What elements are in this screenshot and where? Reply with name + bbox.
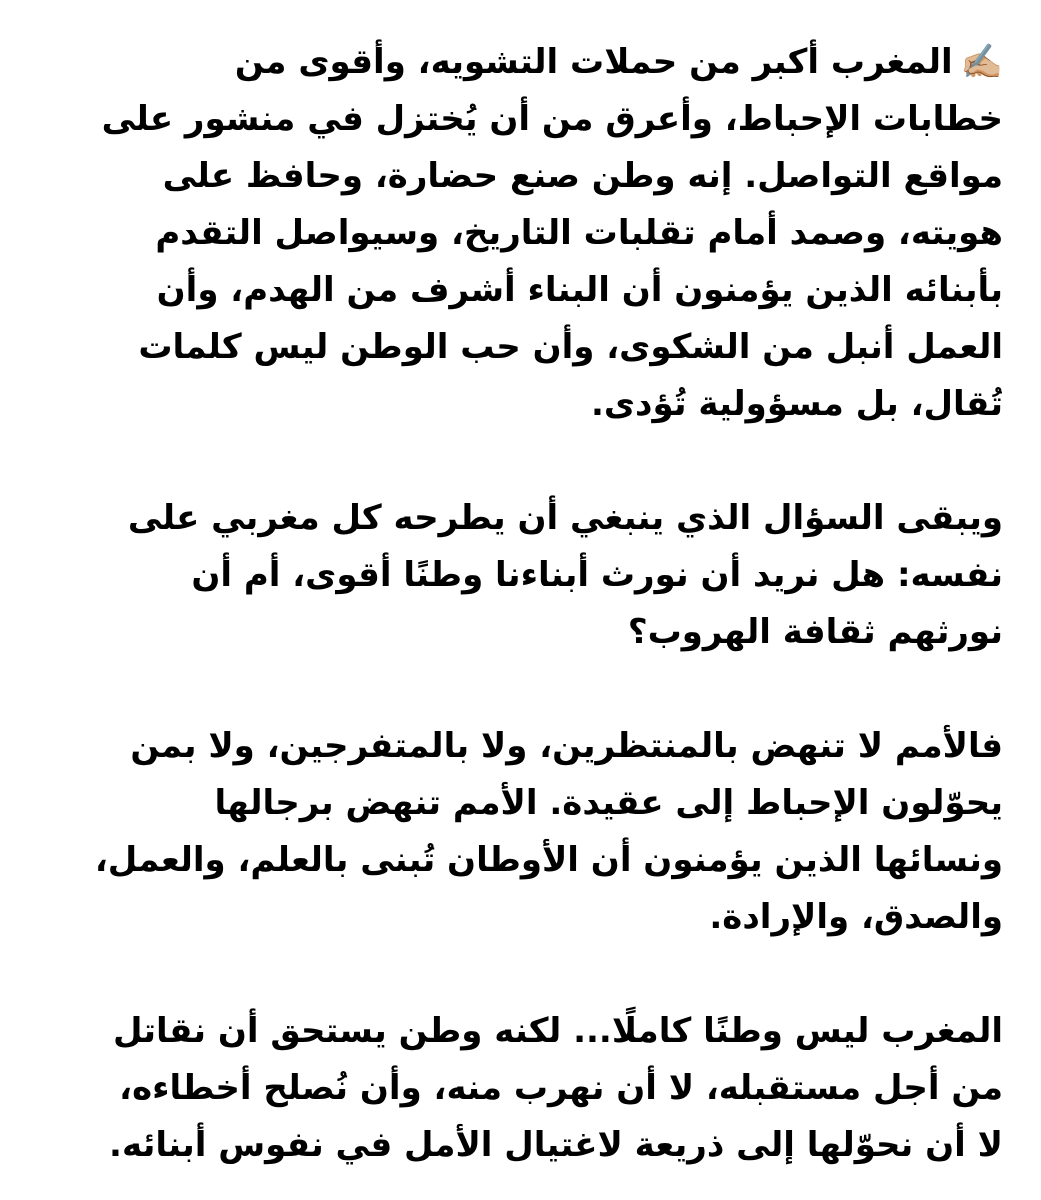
note-paragraph-3: فالأمم لا تنهض بالمنتظرين، ولا بالمتفرجين، ولا بمن يحوّلون الإحباط إلى عقيدة. الأمم تنهض برجالها ونسائها الذين يؤمنون أن الأوطان تُبنى بالعلم، والعمل، والصدق، والإرادة. — [94, 726, 1003, 937]
note-paragraph-1 — [30, 34, 1003, 433]
paragraph-spacer — [30, 661, 1003, 718]
paragraph-spacer — [30, 946, 1003, 1003]
note-text-body — [0, 34, 1041, 1184]
note-paragraph-1-text: المغرب أكبر من حملات التشويه، وأقوى من خطابات الإحباط، وأعرق من أن يُختزل في منشور على مواقع التواصل. إنه وطن صنع حضارة، وحافظ على هويته، وصمد أمام تقلبات التاريخ، وسيواصل التقدم بأبنائه الذين يؤمنون أن البناء أشرف من الهدم، وأن العمل أنبل من الشكوى، وأن حب الوطن ليس كلمات تُقال، بل مسؤولية تُؤدى. — [101, 42, 1003, 424]
writing-hand-icon: ✍🏼 — [960, 42, 1003, 82]
note-paragraph-2: ويبقى السؤال الذي ينبغي أن يطرحه كل مغربي على نفسه: هل نريد أن نورث أبناءنا وطنًا أقوى، أم أن نورثهم ثقافة الهروب؟ — [127, 498, 1003, 652]
note-paragraph-4: المغرب ليس وطنًا كاملًا... لكنه وطن يستحق أن نقاتل من أجل مستقبله، لا أن نهرب منه، وأن نُصلح أخطاءه، لا أن نحوّلها إلى ذريعة لاغتيال الأمل في نفوس أبنائه. — [109, 1011, 1003, 1165]
paragraph-spacer — [30, 433, 1003, 490]
